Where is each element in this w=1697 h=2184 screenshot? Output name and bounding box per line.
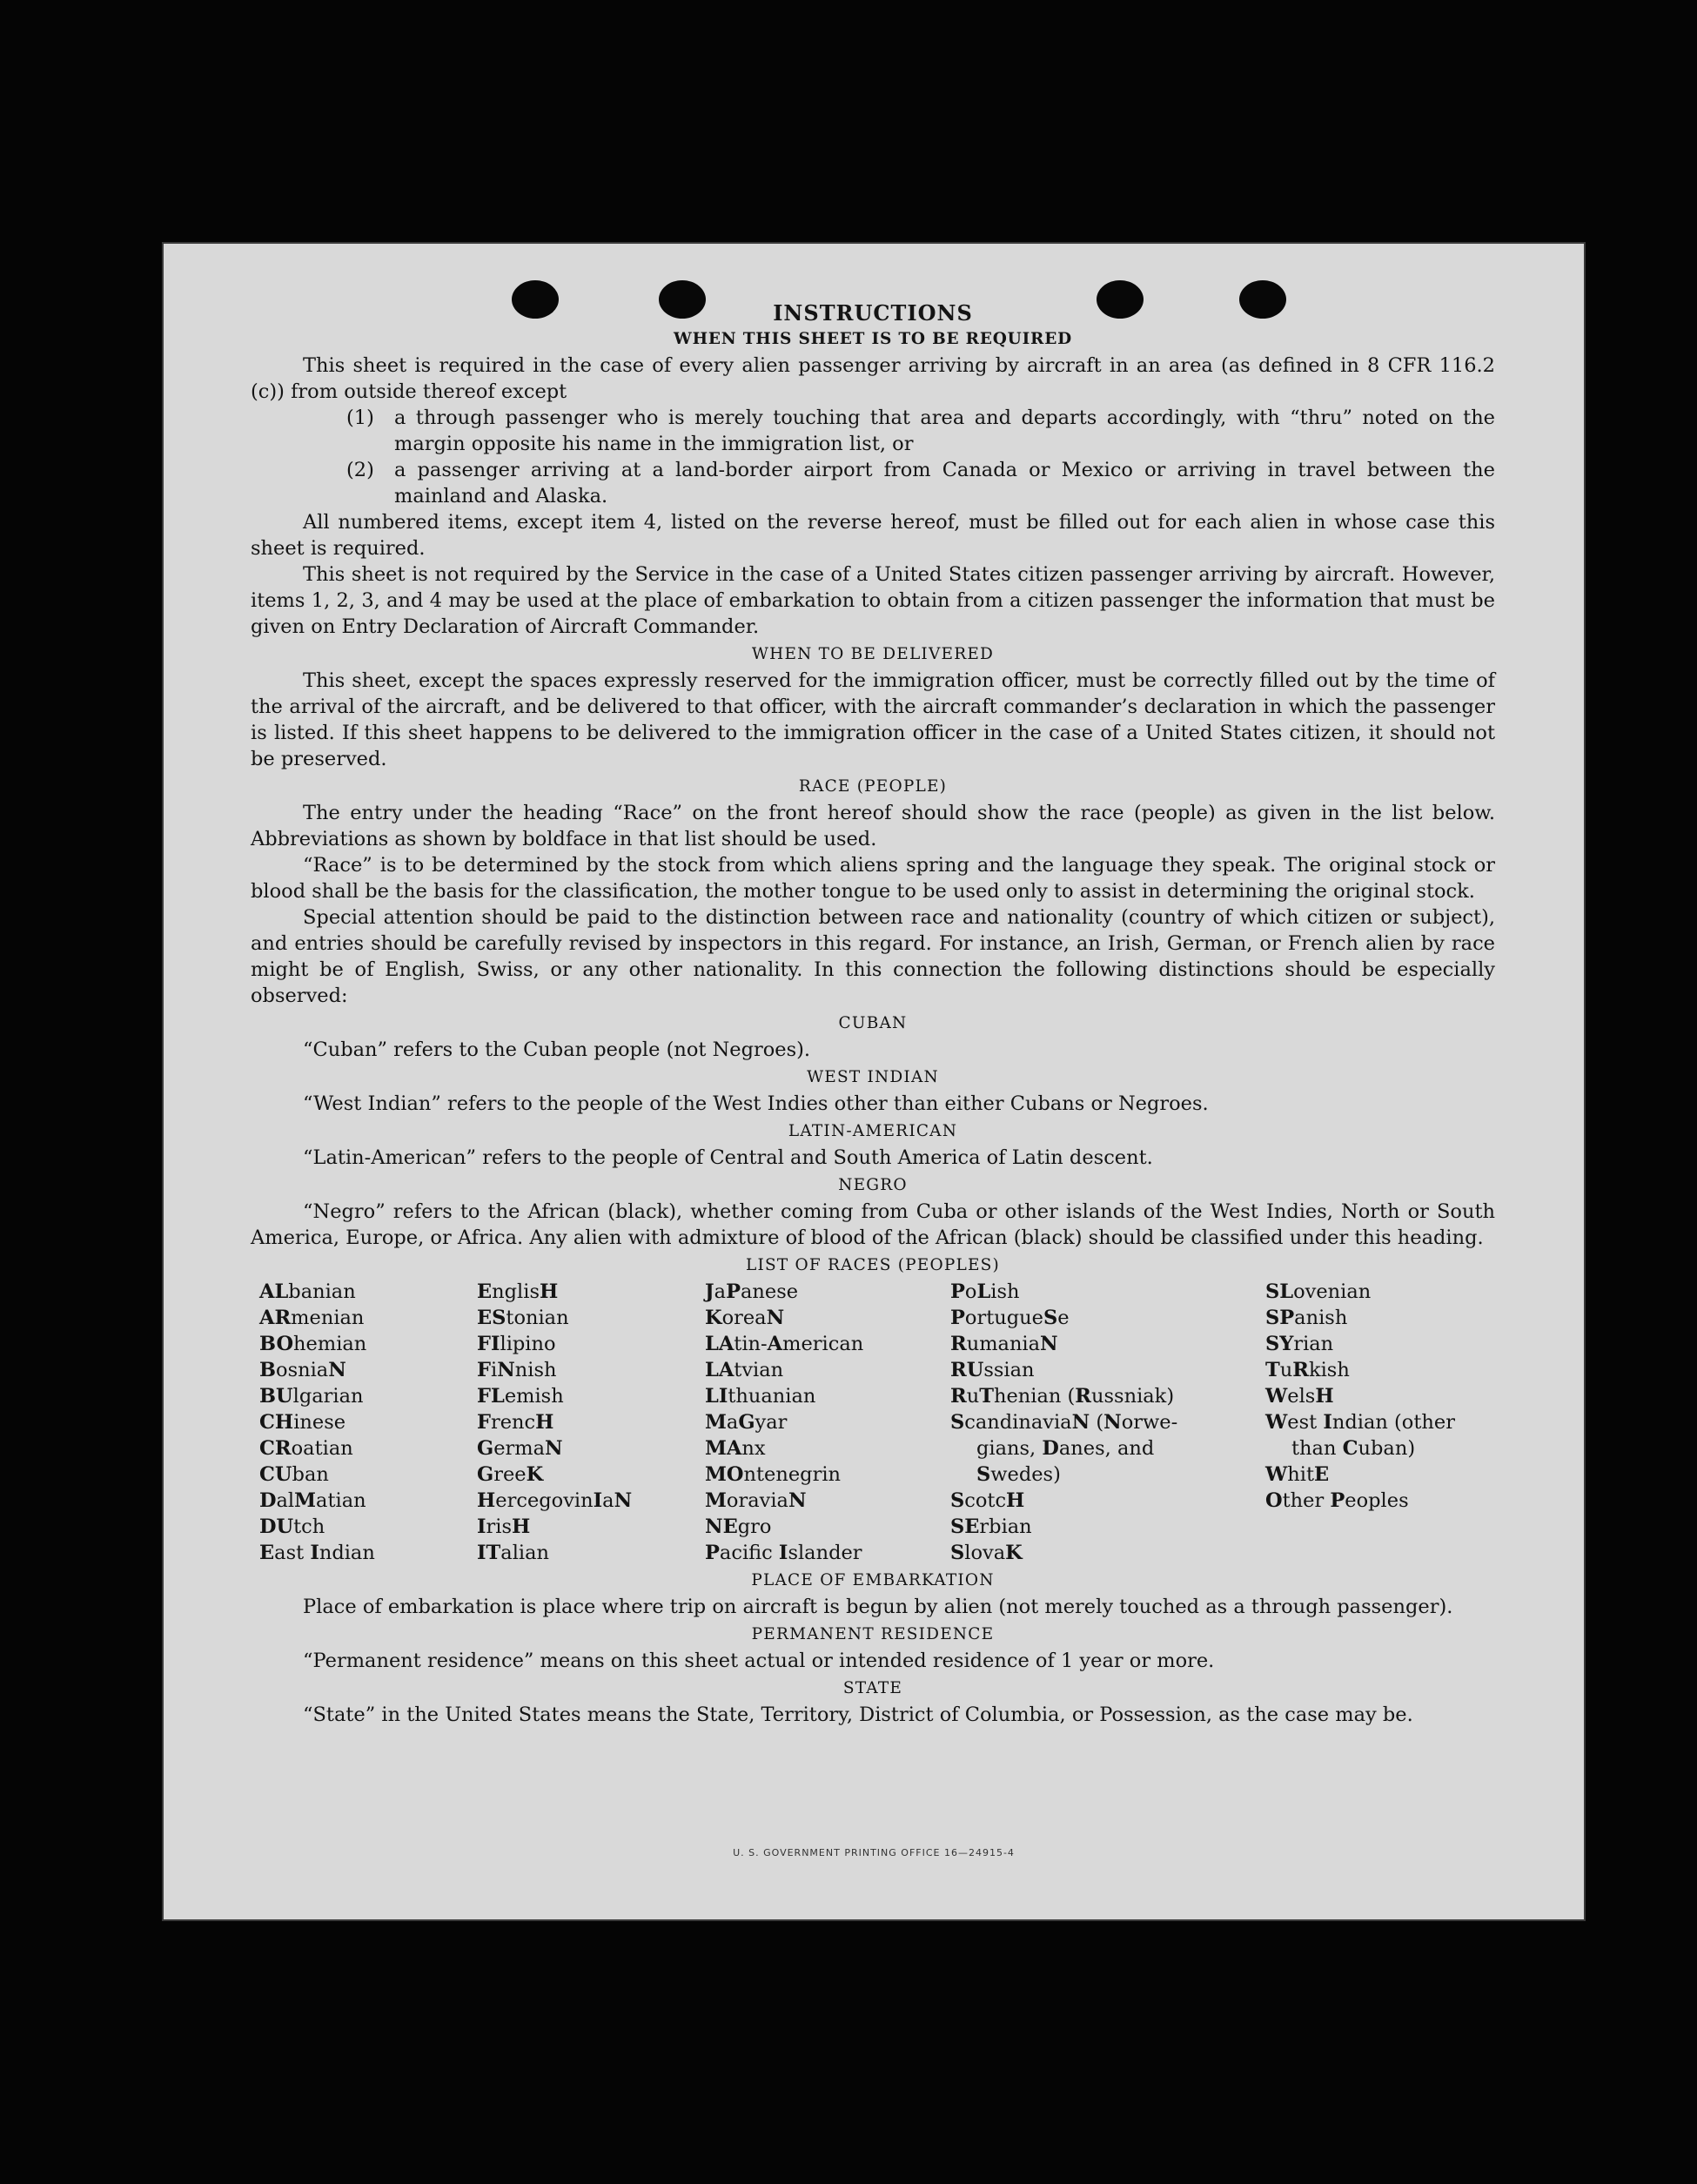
race-entry-continued: gians, Danes, and [976, 1437, 1155, 1460]
race-entry: ScotcH [950, 1489, 1025, 1512]
race-entry: CUban [259, 1463, 329, 1486]
race-entry: BosniaN [259, 1359, 346, 1381]
race-paragraph-3: Special attention should be paid to the distinction between race and nationality (country of which citizen or subject), and entries should be carefully revised by inspectors in this regard. For instance, an Irish, German, or French alien by race might be of English, Swiss, or any other nationality. In this connection the following distinctions should be especially observed: [251, 906, 1495, 1007]
race-entry: WelsH [1265, 1385, 1334, 1408]
race-entry: EnglisH [477, 1280, 559, 1303]
race-entry: BUlgarian [259, 1385, 364, 1408]
race-entry: Other Peoples [1265, 1489, 1409, 1512]
state-text: “State” in the United States means the State, Territory, District of Columbia, or Possession, as the case may be. [303, 1704, 1413, 1726]
exception-item [346, 405, 1495, 457]
race-paragraph-1: The entry under the heading “Race” on the front hereof should show the race (people) as given in the list below. Abbreviations as shown by boldface in that list should be used. [251, 802, 1495, 850]
race-entry: MOntenegrin [705, 1463, 842, 1486]
document-sheet [164, 244, 1584, 1919]
race-entry: KoreaN [705, 1307, 785, 1329]
race-entry: SlovaK [950, 1542, 1023, 1564]
race-entry: SYrian [1265, 1333, 1334, 1355]
latin-american-definition: “Latin-American” refers to the people of Central and South America of Latin descent. [303, 1146, 1153, 1169]
race-entry: HercegovinIaN [477, 1489, 633, 1512]
exception-text: a passenger arriving at a land-border airport from Canada or Mexico or arriving in travel between the mainland and Alaska. [394, 459, 1495, 507]
when-required-intro: This sheet is required in the case of every alien passenger arriving by aircraft in an area (as defined in 8 CFR 116.2 (c)) from outside thereof except [251, 354, 1495, 403]
race-entry: CRoatian [259, 1437, 353, 1460]
exception-number: (2) [346, 459, 374, 481]
exception-item [346, 457, 1495, 509]
race-entry: CHinese [259, 1411, 346, 1434]
heading-embarkation: PLACE OF EMBARKATION [751, 1571, 995, 1589]
race-entry: GermaN [477, 1437, 563, 1460]
race-entry: LAtin-American [705, 1333, 864, 1355]
race-entry: MAnx [705, 1437, 766, 1460]
race-entry: GreeK [477, 1463, 544, 1486]
race-entry: Pacific Islander [705, 1542, 862, 1564]
race-entry: PortugueSe [950, 1307, 1070, 1329]
race-entry: SPanish [1265, 1307, 1348, 1329]
heading-cuban: CUBAN [838, 1014, 908, 1032]
embarkation-text: Place of embarkation is place where trip on aircraft is begun by alien (not merely touched as a through passenger). [303, 1596, 1453, 1618]
page-title: INSTRUCTIONS [773, 300, 973, 326]
west-indian-definition: “West Indian” refers to the people of the West Indies other than either Cubans or Negroes. [303, 1092, 1209, 1115]
race-entry: PoLish [950, 1280, 1020, 1303]
races-column-1 [259, 1279, 477, 1566]
race-entry: FiNnish [477, 1359, 557, 1381]
heading-when-required: WHEN THIS SHEET IS TO BE REQUIRED [674, 330, 1072, 348]
heading-races-list: LIST OF RACES (PEOPLES) [746, 1256, 1000, 1274]
race-entry: JaPanese [705, 1280, 799, 1303]
race-entry: NEgro [705, 1515, 772, 1538]
when-delivered-text: This sheet, except the spaces expressly reserved for the immigration officer, must be correctly filled out by the time of the arrival of the aircraft, and be delivered to that officer, with the aircraft commander’s declaration in which the passenger is listed. If this sheet happens to be delivered to the immigration officer in the case of a United States citizen, it should not be preserved. [251, 669, 1495, 770]
exception-text: a through passenger who is merely touching that area and departs accordingly, with “thru” noted on the margin opposite his name in the immigration list, or [394, 407, 1495, 455]
race-entry: LAtvian [705, 1359, 784, 1381]
race-entry: FrencH [477, 1411, 554, 1434]
heading-latin-american: LATIN-AMERICAN [788, 1122, 958, 1140]
heading-race: RACE (PEOPLE) [798, 777, 948, 796]
race-entry: ScandinaviaN (Norwe- [950, 1411, 1178, 1434]
races-column-3 [705, 1279, 950, 1566]
race-entry: BOhemian [259, 1333, 367, 1355]
races-column-5 [1265, 1279, 1483, 1566]
race-entry: MoraviaN [705, 1489, 807, 1512]
race-entry: MaGyar [705, 1411, 788, 1434]
punch-hole [512, 280, 559, 319]
race-entry: East Indian [259, 1542, 375, 1564]
cuban-definition: “Cuban” refers to the Cuban people (not Negroes). [303, 1038, 811, 1061]
race-entry: ITalian [477, 1542, 549, 1564]
punch-hole [659, 280, 706, 319]
heading-negro: NEGRO [838, 1176, 908, 1194]
races-list [259, 1279, 1495, 1566]
races-column-4 [950, 1279, 1265, 1566]
race-entry: RumaniaN [950, 1333, 1058, 1355]
race-entry: RUssian [950, 1359, 1035, 1381]
race-entry: LIthuanian [705, 1385, 816, 1408]
race-entry: ALbanian [259, 1280, 356, 1303]
race-entry: ARmenian [259, 1307, 365, 1329]
exception-number: (1) [346, 407, 374, 429]
race-entry: IrisH [477, 1515, 531, 1538]
printing-office-footer: U. S. GOVERNMENT PRINTING OFFICE 16—24915-4 [733, 1847, 1015, 1858]
numbered-items-paragraph: All numbered items, except item 4, listed on the reverse hereof, must be filled out for each alien in whose case this sheet is required. [251, 511, 1495, 560]
heading-state: STATE [842, 1679, 903, 1697]
citizen-paragraph: This sheet is not required by the Service in the case of a United States citizen passenger arriving by aircraft. However, items 1, 2, 3, and 4 may be used at the place of embarkation to obtain from a citizen passenger the information that must be given on Entry Declaration of Aircraft Commander. [251, 563, 1495, 638]
punch-hole [1239, 280, 1286, 319]
race-entry: RuThenian (Russniak) [950, 1385, 1175, 1408]
heading-when-delivered: WHEN TO BE DELIVERED [751, 645, 995, 663]
races-column-2 [477, 1279, 705, 1566]
race-entry: SLovenian [1265, 1280, 1372, 1303]
heading-permanent-residence: PERMANENT RESIDENCE [751, 1625, 995, 1643]
race-entry-continued: than Cuban) [1291, 1437, 1416, 1460]
race-entry: WhitE [1265, 1463, 1330, 1486]
punch-hole [1097, 280, 1144, 319]
instructions-text [251, 300, 1495, 1728]
race-entry-continued: Swedes) [976, 1463, 1061, 1486]
race-entry: DalMatian [259, 1489, 366, 1512]
race-paragraph-2: “Race” is to be determined by the stock from which aliens spring and the language they speak. The original stock or blood shall be the basis for the classification, the mother tongue to be used only to assist in determining the original stock. [251, 854, 1495, 903]
heading-west-indian: WEST INDIAN [807, 1068, 939, 1086]
race-entry: FLemish [477, 1385, 564, 1408]
race-entry: EStonian [477, 1307, 569, 1329]
permanent-residence-text: “Permanent residence” means on this sheet actual or intended residence of 1 year or more. [303, 1650, 1215, 1672]
negro-definition: “Negro” refers to the African (black), whether coming from Cuba or other islands of the West Indies, North or South America, Europe, or Africa. Any alien with admixture of blood of the African (black) should be classified under this heading. [251, 1200, 1495, 1249]
race-entry: West Indian (other [1265, 1411, 1455, 1434]
race-entry: SErbian [950, 1515, 1032, 1538]
race-entry: TuRkish [1265, 1359, 1350, 1381]
race-entry: DUtch [259, 1515, 325, 1538]
race-entry: FIlipino [477, 1333, 556, 1355]
